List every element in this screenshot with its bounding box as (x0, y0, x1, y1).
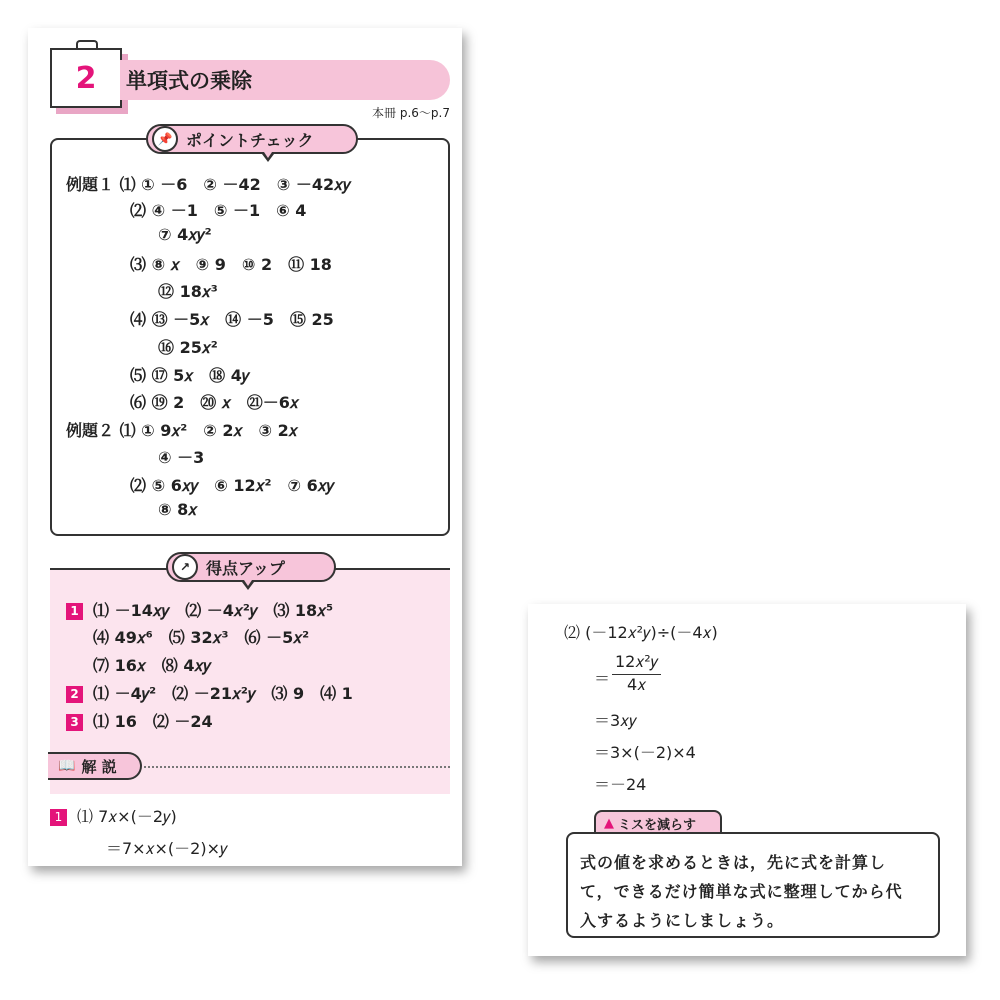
miss-box (566, 832, 940, 938)
score-q1-line: ⑺ 16𝑥 ⑻ 4𝑥𝑦 (93, 656, 211, 675)
pc-line: ⑸ ⑰ 5𝑥 ⑱ 4𝑦 (130, 366, 250, 385)
book-icon: 📖 (58, 758, 76, 774)
point-check-tail (262, 154, 274, 162)
pc-line: ⑵ ⑤ 6𝑥𝑦 ⑥ 12𝑥² ⑦ 6𝑥𝑦 (130, 476, 335, 495)
pushpin-icon: 📌 (152, 126, 178, 152)
score-q3-line (66, 709, 213, 732)
solution-line: ＝3×(－2)×4 (594, 743, 696, 762)
pc-line: 例題１ ⑴ ① －6 ② －42 ③ －42𝑥𝑦 (66, 175, 351, 194)
solution-fraction (612, 652, 661, 695)
solution-line: ⑵ (－12𝑥²𝑦)÷(－4𝑥) (564, 623, 718, 642)
trend-arrow-icon: ↗ (172, 554, 198, 580)
pc-line: ⑧ 8𝑥 (158, 500, 198, 519)
pc-line: ⑷ ⑬ －5𝑥 ⑭ －5 ⑮ 25 (130, 310, 334, 329)
explanation-line (50, 804, 177, 827)
pc-line: ④ －3 (158, 448, 205, 467)
fraction-denominator: 4𝑥 (627, 675, 647, 694)
point-check-label: ポイントチェック (186, 130, 314, 150)
question-number-badge: 1 (50, 809, 67, 826)
question-number-badge: 3 (66, 714, 83, 731)
miss-label: ミスを減らす (618, 817, 697, 833)
miss-text-line: 式の値を求めるときは，先に式を計算し (580, 853, 887, 872)
warning-icon: ▲ (604, 815, 614, 831)
explanation-line: ＝7×𝑥×(－2)×𝑦 (106, 839, 228, 858)
question-number-badge: 1 (66, 603, 83, 620)
explanation-text: ⑴ 7𝑥×(－2𝑦) (77, 807, 177, 826)
score-q2-text: ⑴ －4𝑦² ⑵ －21𝑥²𝑦 ⑶ 9 ⑷ 1 (93, 684, 353, 703)
pc-line: 例題２ ⑴ ① 9𝑥² ② 2𝑥 ③ 2𝑥 (66, 421, 298, 440)
score-up-label: 得点アップ (206, 558, 285, 578)
pc-line: ⑹ ⑲ 2 ⑳ 𝑥 ㉑－6𝑥 (130, 393, 299, 412)
right-page (528, 604, 966, 956)
page-title-text: 単項式の乗除 (126, 69, 252, 93)
score-up-tail (242, 582, 254, 590)
left-page (28, 28, 462, 866)
solution-line: ＝－24 (594, 775, 647, 794)
miss-text-line: 入するようにしましょう。 (580, 911, 785, 930)
score-up-header (166, 552, 336, 582)
score-q2-line (66, 681, 353, 704)
explanation-dotted-line (144, 766, 450, 768)
section-number: 2 (50, 48, 122, 108)
point-check-header (146, 124, 358, 154)
pc-line: ⑦ 4𝑥𝑦² (158, 225, 212, 244)
pc-line: ⑵ ④ －1 ⑤ －1 ⑥ 4 (130, 201, 307, 220)
solution-line: ＝3𝑥𝑦 (594, 711, 637, 730)
score-q3-text: ⑴ 16 ⑵ －24 (93, 712, 213, 731)
fraction-numerator: 12𝑥²𝑦 (612, 652, 661, 675)
explanation-label: 解 説 (81, 757, 117, 776)
explanation-header (48, 752, 142, 780)
miss-text-line: て，できるだけ簡単な式に整理してから代 (580, 882, 903, 901)
score-q1-line (66, 598, 333, 621)
page-title (120, 60, 450, 100)
score-q1-line: ⑷ 49𝑥⁶ ⑸ 32𝑥³ ⑹ －5𝑥² (93, 628, 310, 647)
pc-line: ⑶ ⑧ 𝑥 ⑨ 9 ⑩ 2 ⑪ 18 (130, 255, 332, 274)
page-reference: 本冊 p.6～p.7 (372, 106, 450, 120)
question-number-badge: 2 (66, 686, 83, 703)
miss-header (594, 810, 722, 834)
solution-eq-sign: ＝ (594, 669, 611, 688)
pc-line: ⑯ 25𝑥² (158, 338, 218, 357)
pc-line: ⑫ 18𝑥³ (158, 282, 218, 301)
score-q1-text: ⑴ －14𝑥𝑦 ⑵ －4𝑥²𝑦 ⑶ 18𝑥⁵ (93, 601, 334, 620)
